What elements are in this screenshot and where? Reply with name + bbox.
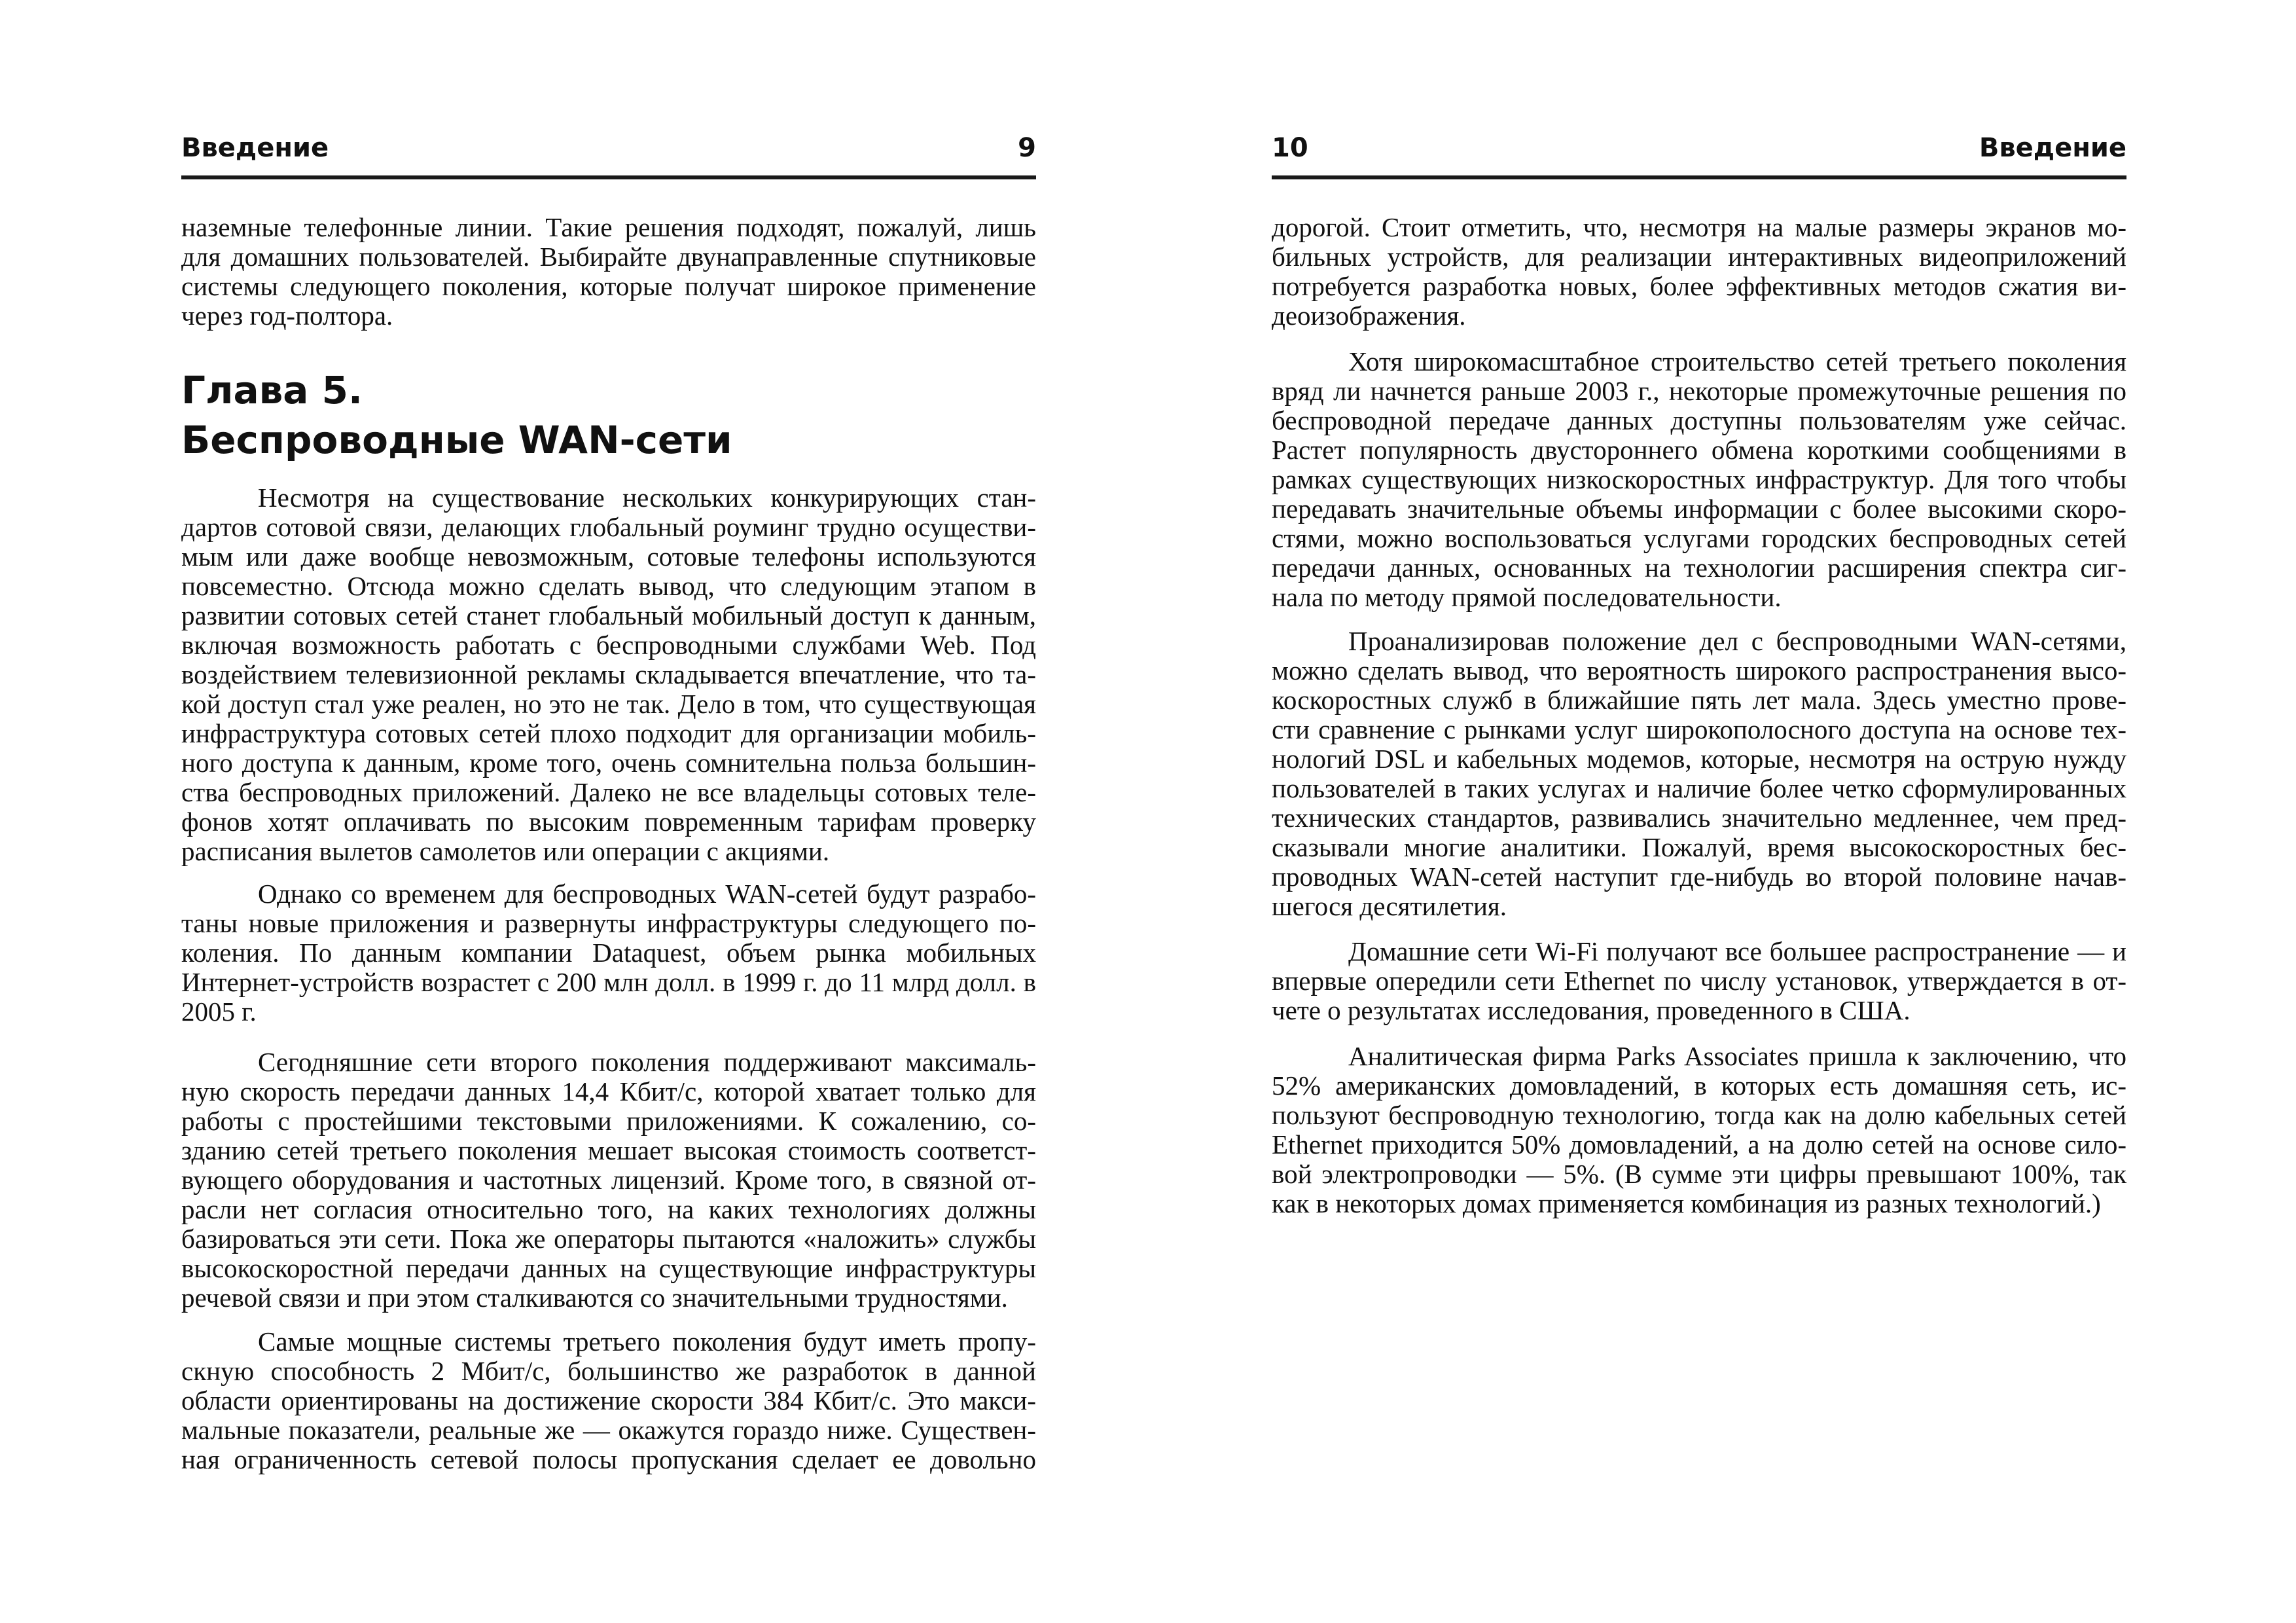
text-line: системы следующего поколения, которые получат широкое применение: [181, 271, 1036, 301]
text-line: как в некоторых домах применяется комбинация из разных технологий.): [1272, 1188, 2101, 1218]
text-line: деоизображения.: [1272, 301, 1466, 331]
text-line: воздействием телевизионной рекламы складывается впечатление, что та-: [181, 659, 1036, 689]
text-line: фонов хотят оплачивать по высоким повременным тарифам проверку: [181, 807, 1036, 837]
text-line: проводных WAN-сетей наступит где-нибудь во второй половине начав-: [1272, 862, 2126, 892]
text-line: стями, можно воспользоваться услугами городских беспроводных сетей: [1272, 523, 2126, 553]
text-line: ная ограниченность сетевой полосы пропускания сделает ее довольно: [181, 1444, 1036, 1474]
text-line: расли нет согласия относительно того, на каких технологиях должны: [181, 1194, 1036, 1224]
right-page: [1148, 0, 2296, 1623]
text-line: чете о результатах исследования, проведенного в США.: [1272, 995, 1910, 1025]
text-line: Однако со временем для беспроводных WAN-сетей будут разрабо-: [258, 879, 1036, 909]
text-line: Самые мощные системы третьего поколения будут иметь пропу-: [258, 1326, 1036, 1357]
text-line: таны новые приложения и развернуты инфраструктуры следующего по-: [181, 908, 1036, 938]
text-line: ного доступа к данным, кроме того, очень сомнительна польза большин-: [181, 748, 1036, 778]
text-line: коскоростных служб в ближайшие пять лет мала. Здесь уместно прове-: [1272, 685, 2126, 715]
text-line: нала по методу прямой последовательности.: [1272, 582, 1782, 612]
text-line: зданию сетей третьего поколения мешает высокая стоимость соответст-: [181, 1135, 1036, 1165]
text-line: сти сравнение с рынками услуг широкополосного доступа на основе тех-: [1272, 714, 2126, 744]
text-line: коления. По данным компании Dataquest, объем рынка мобильных: [181, 938, 1036, 968]
text-line: Аналитическая фирма Parks Associates пришла к заключению, что: [1348, 1041, 2126, 1071]
text-line: рамках существующих низкоскоростных инфраструктур. Для того чтобы: [1272, 464, 2126, 494]
text-line: 2005 г.: [181, 996, 257, 1027]
text-line: вующего оборудования и частотных лицензий. Кроме того, в связной от-: [181, 1165, 1036, 1195]
text-line: Хотя широкомасштабное строительство сетей третьего поколения: [1348, 346, 2126, 376]
text-line: через год-полтора.: [181, 301, 393, 331]
text-line: передачи данных, основанных на технологии расширения спектра сиг-: [1272, 553, 2126, 583]
text-line: ную скорость передачи данных 14,4 Кбит/с, которой хватает только для: [181, 1076, 1036, 1106]
text-line: Растет популярность двустороннего обмена короткими сообщениями в: [1272, 435, 2126, 465]
text-line: нологий DSL и кабельных модемов, которые, несмотря на острую нужду: [1272, 744, 2126, 774]
text-line: дартов сотовой связи, делающих глобальный роуминг трудно осуществи-: [181, 512, 1036, 542]
text-line: работы с простейшими текстовыми приложениями. К сожалению, со-: [181, 1106, 1036, 1136]
text-line: расписания вылетов самолетов или операции с акциями.: [181, 836, 830, 866]
text-line: бильных устройств, для реализации интерактивных видеоприложений: [1272, 242, 2126, 272]
header-title: Введение: [1979, 133, 2126, 163]
text-line: высокоскоростной передачи данных на существующие инфраструктуры: [181, 1253, 1036, 1283]
text-line: Несмотря на существование нескольких конкурирующих стан-: [258, 483, 1036, 513]
page-number: 10: [1272, 133, 1308, 163]
text-line: беспроводной передаче данных доступны пользователям уже сейчас.: [1272, 405, 2126, 435]
text-line: пользователей в таких услугах и наличие более четко сформулированных: [1272, 773, 2126, 803]
text-line: вой электропроводки — 5%. (В сумме эти цифры превышают 100%, так: [1272, 1159, 2126, 1189]
text-line: речевой связи и при этом сталкиваются со значительными трудностями.: [181, 1283, 1008, 1313]
text-line: для домашних пользователей. Выбирайте двунаправленные спутниковые: [181, 242, 1036, 272]
running-header: [181, 128, 1036, 179]
text-line: пользуют беспроводную технологию, тогда как на долю кабельных сетей: [1272, 1100, 2126, 1130]
text-line: Ethernet приходится 50% домовладений, а на долю сетей на основе сило-: [1272, 1129, 2126, 1159]
text-line: кой доступ стал уже реален, но это не так. Дело в том, что существующая: [181, 689, 1036, 719]
text-line: Проанализировав положение дел с беспроводными WAN-сетями,: [1348, 626, 2126, 656]
text-line: передавать значительные объемы информации с более высокими скоро-: [1272, 494, 2126, 524]
text-line: базироваться эти сети. Пока же операторы пытаются «наложить» службы: [181, 1224, 1036, 1254]
text-line: мым или даже вообще невозможным, сотовые телефоны используются: [181, 541, 1036, 572]
text-line: можно сделать вывод, что вероятность широкого распространения высо-: [1272, 655, 2126, 685]
text-line: потребуется разработка новых, более эффективных методов сжатия ви-: [1272, 271, 2126, 301]
text-line: шегося десятилетия.: [1272, 891, 1507, 921]
text-line: наземные телефонные линии. Такие решения подходят, пожалуй, лишь: [181, 212, 1036, 242]
header-title: Введение: [181, 133, 329, 163]
text-line: Интернет-устройств возрастет с 200 млн долл. в 1999 г. до 11 млрд долл. в: [181, 967, 1036, 997]
chapter-number: Глава 5.: [181, 368, 363, 412]
text-line: технических стандартов, развивались значительно медленнее, чем пред-: [1272, 803, 2126, 833]
text-line: области ориентированы на достижение скорости 384 Кбит/с. Это макси-: [181, 1385, 1036, 1415]
text-line: Домашние сети Wi-Fi получают все большее распространение — и: [1348, 936, 2126, 966]
text-line: развитии сотовых сетей станет глобальный мобильный доступ к данным,: [181, 600, 1036, 630]
text-line: Сегодняшние сети второго поколения поддерживают максималь-: [258, 1047, 1036, 1077]
text-line: дорогой. Стоит отметить, что, несмотря на малые размеры экранов мо-: [1272, 212, 2126, 242]
text-line: мальные показатели, реальные же — окажутся гораздо ниже. Существен-: [181, 1415, 1036, 1445]
running-header: [1272, 128, 2126, 179]
text-line: сказывали многие аналитики. Пожалуй, время высокоскоростных бес-: [1272, 832, 2126, 862]
chapter-title: Беспроводные WAN-сети: [181, 418, 732, 462]
chapter-heading: [181, 365, 1036, 465]
page-number: 9: [1018, 133, 1036, 163]
text-line: 52% американских домовладений, в которых есть домашняя сеть, ис-: [1272, 1070, 2126, 1101]
text-line: повсеместно. Отсюда можно сделать вывод, что следующим этапом в: [181, 571, 1036, 601]
text-line: инфраструктура сотовых сетей плохо подходит для организации мобиль-: [181, 718, 1036, 748]
text-line: ства беспроводных приложений. Далеко не все владельцы сотовых теле-: [181, 777, 1036, 807]
text-line: скную способность 2 Мбит/с, большинство же разработок в данной: [181, 1356, 1036, 1386]
text-line: включая возможность работать с беспроводными службами Web. Под: [181, 630, 1036, 660]
text-line: впервые опередили сети Ethernet по числу установок, утверждается в от-: [1272, 966, 2126, 996]
text-line: вряд ли начнется раньше 2003 г., некоторые промежуточные решения по: [1272, 376, 2126, 406]
